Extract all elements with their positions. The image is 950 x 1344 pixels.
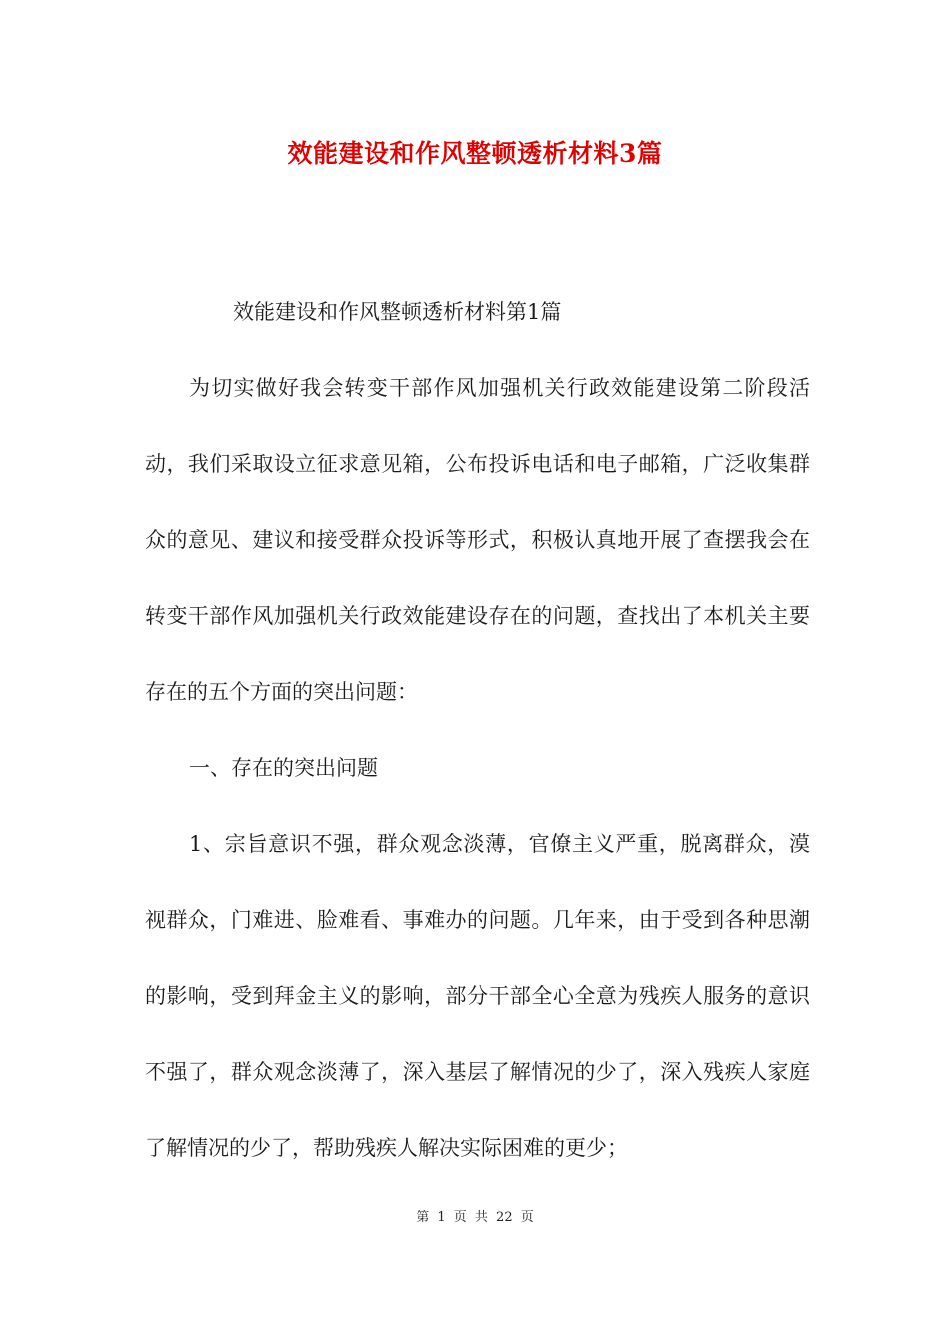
section-heading: 一、存在的突出问题 (189, 756, 378, 780)
document-body (145, 274, 810, 1186)
paragraph-intro: 为切实做好我会转变干部作风加强机关行政效能建设第二阶段活动，我们采取设立征求意见箱，公布投诉电话和电子邮箱，广泛收集群众的意见、建议和接受群众投诉等形式，积极认真地开展了查摆我会在转变干部作风加强机关行政效能建设存在的问题，查找出了本机关主要存在的五个方面的突出问题： (145, 376, 810, 704)
page-number-footer: 第 1 页 共 22 页 (416, 1210, 534, 1225)
section-subtitle: 效能建设和作风整顿透析材料第1篇 (233, 300, 562, 324)
document-title: 效能建设和作风整顿透析材料3篇 (287, 139, 663, 168)
paragraph-item-1: 1、宗旨意识不强，群众观念淡薄，官僚主义严重，脱离群众，漠视群众，门难进、脸难看、事难办的问题。几年来，由于受到各种思潮的影响，受到拜金主义的影响，部分干部全心全意为残疾人服务的意识不强了，群众观念淡薄了，深入基层了解情况的少了，深入残疾人家庭了解情况的少了，帮助残疾人解决实际困难的更少； (145, 832, 810, 1160)
